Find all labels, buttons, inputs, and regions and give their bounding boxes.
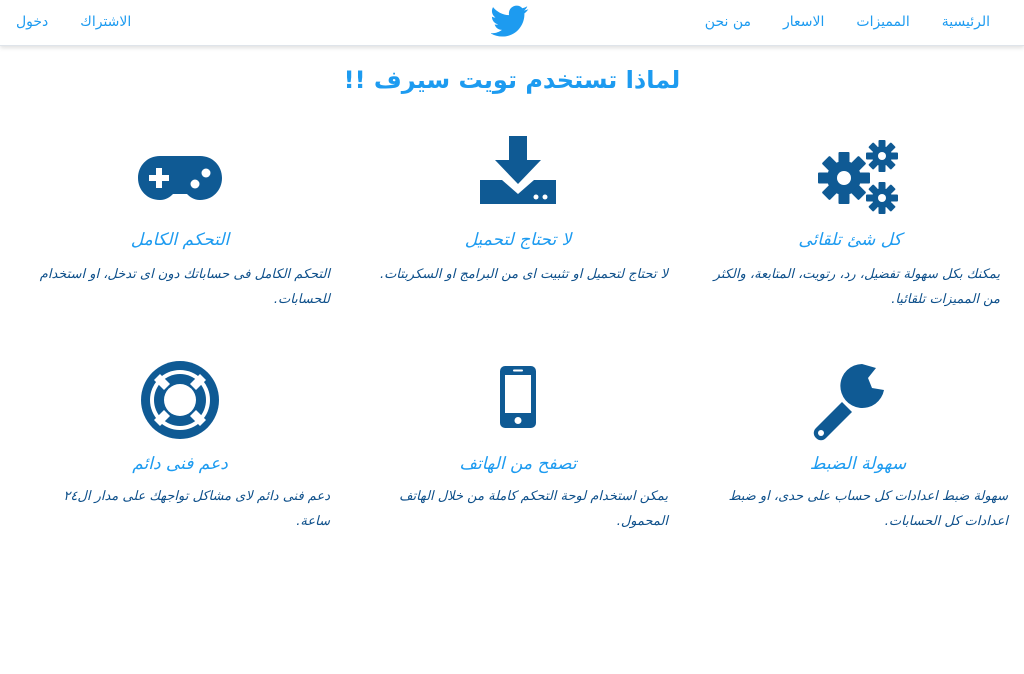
nav-link-features[interactable]: المميزات	[856, 14, 910, 30]
lifebuoy-icon	[140, 360, 220, 440]
subscribe-link[interactable]: الاشتراك	[80, 14, 132, 30]
feature-easy-setup	[708, 360, 1008, 540]
feature-support	[30, 360, 330, 540]
feature-full-control	[30, 130, 330, 320]
feature-automatic	[700, 130, 1000, 320]
feature-title: لا تحتاج لتحميل	[464, 230, 572, 250]
feature-mobile-browsing	[368, 360, 668, 540]
feature-title: كل شئ تلقائى	[798, 230, 902, 250]
feature-title: دعم فنى دائم	[132, 454, 228, 474]
wrench-icon	[812, 360, 894, 442]
feature-description: لا تحتاج لتحميل او تثبيت اى من البرامج او السكربتات.	[379, 267, 668, 282]
feature-description: التحكم الكامل فى حساباتك دون اى تدخل، او استخدام للحسابات.	[39, 267, 330, 307]
feature-description: يمكن استخدام لوحة التحكم كاملة من خلال الهاتف المحمول.	[399, 489, 668, 529]
feature-title: التحكم الكامل	[130, 230, 230, 250]
main-nav	[705, 0, 990, 44]
feature-no-download	[368, 130, 668, 320]
gamepad-icon	[136, 154, 224, 202]
login-link[interactable]: دخول	[16, 14, 49, 30]
feature-description: سهولة ضبط اعدادات كل حساب على حدى، او ضبط اعدادات كل الحسابات.	[728, 489, 1008, 529]
mobile-phone-icon	[500, 366, 536, 428]
nav-link-pricing[interactable]: الاسعار	[783, 14, 825, 30]
feature-description: دعم فنى دائم لاى مشاكل تواجهك على مدار ال٢٤ ساعة.	[63, 489, 330, 529]
page-headline: لماذا تستخدم تويت سيرف !!	[343, 66, 681, 94]
download-icon	[478, 134, 558, 208]
feature-title: تصفح من الهاتف	[459, 454, 577, 474]
twitter-bird-icon[interactable]	[491, 5, 529, 38]
account-nav	[16, 0, 131, 44]
gears-icon	[812, 134, 900, 216]
nav-link-about[interactable]: من نحن	[704, 14, 751, 30]
top-navbar	[0, 0, 1024, 46]
nav-link-home[interactable]: الرئيسية	[941, 14, 990, 30]
feature-title: سهولة الضبط	[809, 454, 907, 474]
feature-description: يمكنك بكل سهولة تفضيل، رد، رتويت، المتابعة، والكثر من المميزات تلقائيا.	[713, 267, 1000, 307]
